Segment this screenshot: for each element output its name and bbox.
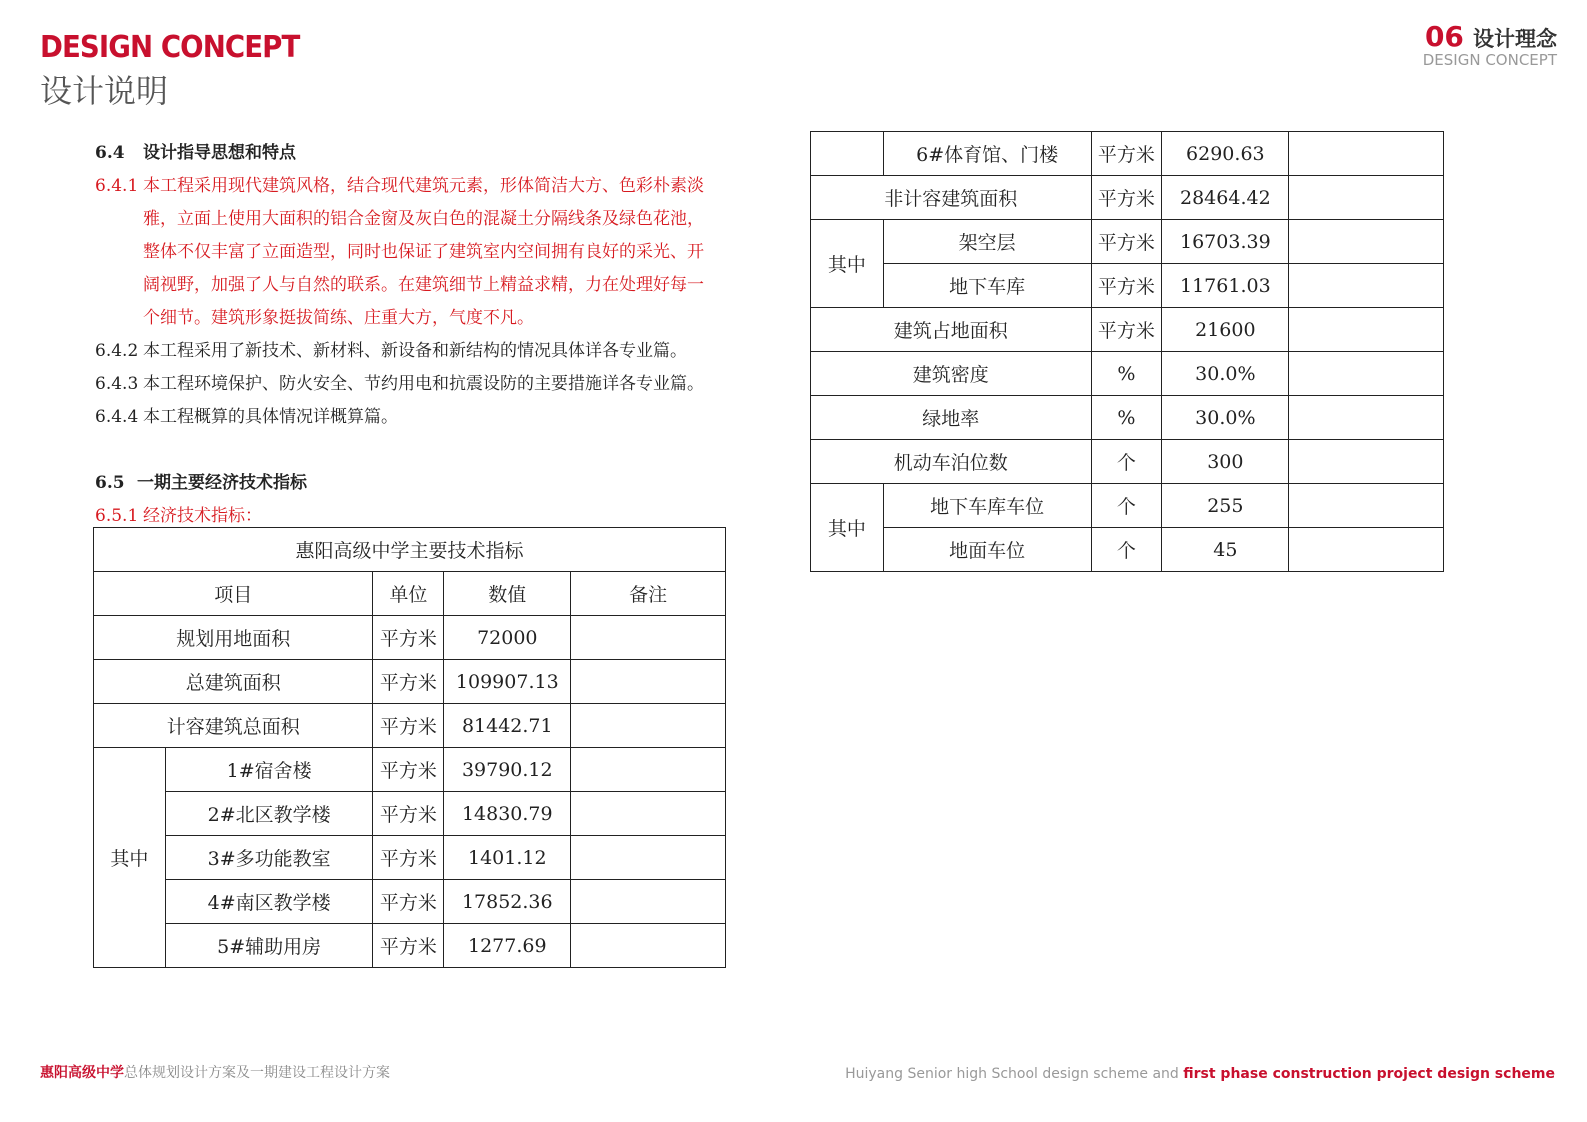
footer-school-name: 惠阳高级中学 [40,1065,124,1081]
cell-value: 30.0% [1162,396,1289,440]
cell-unit: 个 [1091,528,1162,572]
cell-name: 规划用地面积 [94,616,373,660]
cell-unit: 平方米 [373,660,444,704]
chapter-title-en: DESIGN CONCEPT [1422,51,1557,69]
item-text: 雅，立面上使用大面积的铝合金窗及灰白色的混凝土分隔线条及绿色花池， [143,209,704,229]
cell-unit: 平方米 [373,880,444,924]
chapter-number: 06 [1424,20,1464,53]
cell-name: 3#多功能教室 [165,836,373,880]
cell-value: 72000 [444,616,571,660]
cell-value: 16703.39 [1162,220,1289,264]
item-number: 6.4.2 [95,341,139,361]
cell-name: 6#体育馆、门楼 [883,132,1091,176]
item-number: 6.4.3 [95,374,139,394]
item-text: 本工程概算的具体情况详概算篇。 [143,407,398,427]
table-row [811,264,1444,308]
item-6-4-1-cont [95,203,775,236]
header-item: 项目 [94,572,373,616]
table-row [94,924,726,968]
table-header-row [94,572,726,616]
table-row [94,792,726,836]
cell-value: 30.0% [1162,352,1289,396]
table-row [94,704,726,748]
cell-name: 架空层 [883,220,1091,264]
cell-value: 1401.12 [444,836,571,880]
cell-value: 81442.71 [444,704,571,748]
cell-note [1289,352,1444,396]
cell-note [571,616,726,660]
cell-note [571,792,726,836]
table-row [811,440,1444,484]
item-6-4-2 [95,335,775,368]
cell-name: 机动车泊位数 [811,440,1092,484]
cell-note [571,704,726,748]
cell-name: 5#辅助用房 [165,924,373,968]
cell-unit: 平方米 [1091,132,1162,176]
header-note: 备注 [571,572,726,616]
cell-value: 17852.36 [444,880,571,924]
cell-name: 绿地率 [811,396,1092,440]
cell-value: 45 [1162,528,1289,572]
cell-name: 地下车库车位 [883,484,1091,528]
table-caption: 惠阳高级中学主要技术指标 [94,528,726,572]
item-text: 阔视野，加强了人与自然的联系。在建筑细节上精益求精，力在处理好每一 [143,275,704,295]
cell-note [571,924,726,968]
subsection-number: 6.5.1 [95,506,139,526]
cell-value: 6290.63 [1162,132,1289,176]
cell-unit: % [1091,396,1162,440]
table-row [94,880,726,924]
table-row [811,484,1444,528]
cell-note [1289,308,1444,352]
cell-unit: 平方米 [1091,176,1162,220]
cell-note [1289,220,1444,264]
item-text: 本工程采用现代建筑风格，结合现代建筑元素，形体简洁大方、色彩朴素淡 [143,176,704,196]
chapter-marker [1423,20,1557,69]
table-row [811,528,1444,572]
design-description [95,137,775,533]
cell-unit: 平方米 [373,704,444,748]
item-text: 整体不仅丰富了立面造型，同时也保证了建筑室内空间拥有良好的采光、开 [143,242,704,262]
item-text: 本工程采用了新技术、新材料、新设备和新结构的情况具体详各专业篇。 [143,341,687,361]
cell-value: 21600 [1162,308,1289,352]
cell-value: 255 [1162,484,1289,528]
cell-note [1289,396,1444,440]
cell-value: 1277.69 [444,924,571,968]
cell-value: 28464.42 [1162,176,1289,220]
cell-value: 109907.13 [444,660,571,704]
table-row [811,308,1444,352]
section-heading-6-4 [95,137,775,170]
cell-note [571,880,726,924]
section-heading-6-5 [95,467,775,500]
footer-en-strong: first phase construction project design scheme [1183,1066,1555,1082]
cell-name: 建筑占地面积 [811,308,1092,352]
cell-note [1289,132,1444,176]
cell-note [1289,264,1444,308]
item-6-4-1-cont [95,236,775,269]
table-row [94,660,726,704]
cell-name: 4#南区教学楼 [165,880,373,924]
item-text: 个细节。建筑形象挺拔简练、庄重大方，气度不凡。 [143,308,534,328]
header-unit: 单位 [373,572,444,616]
section-number: 6.4 [95,143,125,163]
cell-value: 14830.79 [444,792,571,836]
header-value: 数值 [444,572,571,616]
item-6-4-1-cont [95,269,775,302]
item-number: 6.4.4 [95,407,139,427]
cell-value: 11761.03 [1162,264,1289,308]
footer-project-name [40,1062,390,1082]
page-subtitle: 设计说明 [40,72,169,110]
item-6-4-1 [95,170,775,203]
cell-name: 建筑密度 [811,352,1092,396]
section-number: 6.5 [95,473,125,493]
cell-unit: 平方米 [373,748,444,792]
indicator-table-part-2 [810,131,1444,572]
cell-note [1289,528,1444,572]
section-title: 设计指导思想和特点 [143,143,296,163]
cell-unit: 个 [1091,440,1162,484]
cell-note [571,836,726,880]
cell-note [1289,440,1444,484]
group-label: 其中 [811,484,884,572]
chapter-title-cn: 设计理念 [1473,27,1557,51]
cell-unit: 平方米 [1091,264,1162,308]
table-row [811,176,1444,220]
section-title: 一期主要经济技术指标 [137,473,307,493]
cell-note [1289,176,1444,220]
spacer [95,434,775,467]
table-row [811,396,1444,440]
cell-name: 地面车位 [883,528,1091,572]
cell-unit: % [1091,352,1162,396]
cell-note [571,748,726,792]
footer-english-name [845,1066,1555,1082]
cell-name: 计容建筑总面积 [94,704,373,748]
cell-unit: 平方米 [1091,220,1162,264]
table-row [94,748,726,792]
cell-unit: 平方米 [373,836,444,880]
item-text: 本工程环境保护、防火安全、节约用电和抗震设防的主要措施详各专业篇。 [143,374,704,394]
table-row [94,836,726,880]
cell-name: 地下车库 [883,264,1091,308]
cell-empty [811,132,884,176]
subsection-title: 经济技术指标： [143,506,262,526]
item-number: 6.4.1 [95,176,139,196]
table-row [811,220,1444,264]
group-label: 其中 [811,220,884,308]
table-row [811,352,1444,396]
cell-name: 总建筑面积 [94,660,373,704]
footer-en-plain: Huiyang Senior high School design scheme and [845,1066,1184,1082]
page-title: DESIGN CONCEPT [40,30,300,65]
item-6-4-4 [95,401,775,434]
cell-unit: 平方米 [373,616,444,660]
cell-value: 300 [1162,440,1289,484]
cell-name: 1#宿舍楼 [165,748,373,792]
table-caption-row [94,528,726,572]
group-label: 其中 [94,748,166,968]
indicator-table-part-1 [93,527,726,968]
item-6-4-3 [95,368,775,401]
cell-note [1289,484,1444,528]
cell-unit: 平方米 [373,924,444,968]
table-row [94,616,726,660]
cell-name: 2#北区教学楼 [165,792,373,836]
item-6-4-1-cont [95,302,775,335]
cell-unit: 平方米 [1091,308,1162,352]
cell-unit: 平方米 [373,792,444,836]
cell-unit: 个 [1091,484,1162,528]
cell-name: 非计容建筑面积 [811,176,1092,220]
footer-scheme-name: 总体规划设计方案及一期建设工程设计方案 [124,1065,390,1081]
table-row [811,132,1444,176]
cell-value: 39790.12 [444,748,571,792]
cell-note [571,660,726,704]
